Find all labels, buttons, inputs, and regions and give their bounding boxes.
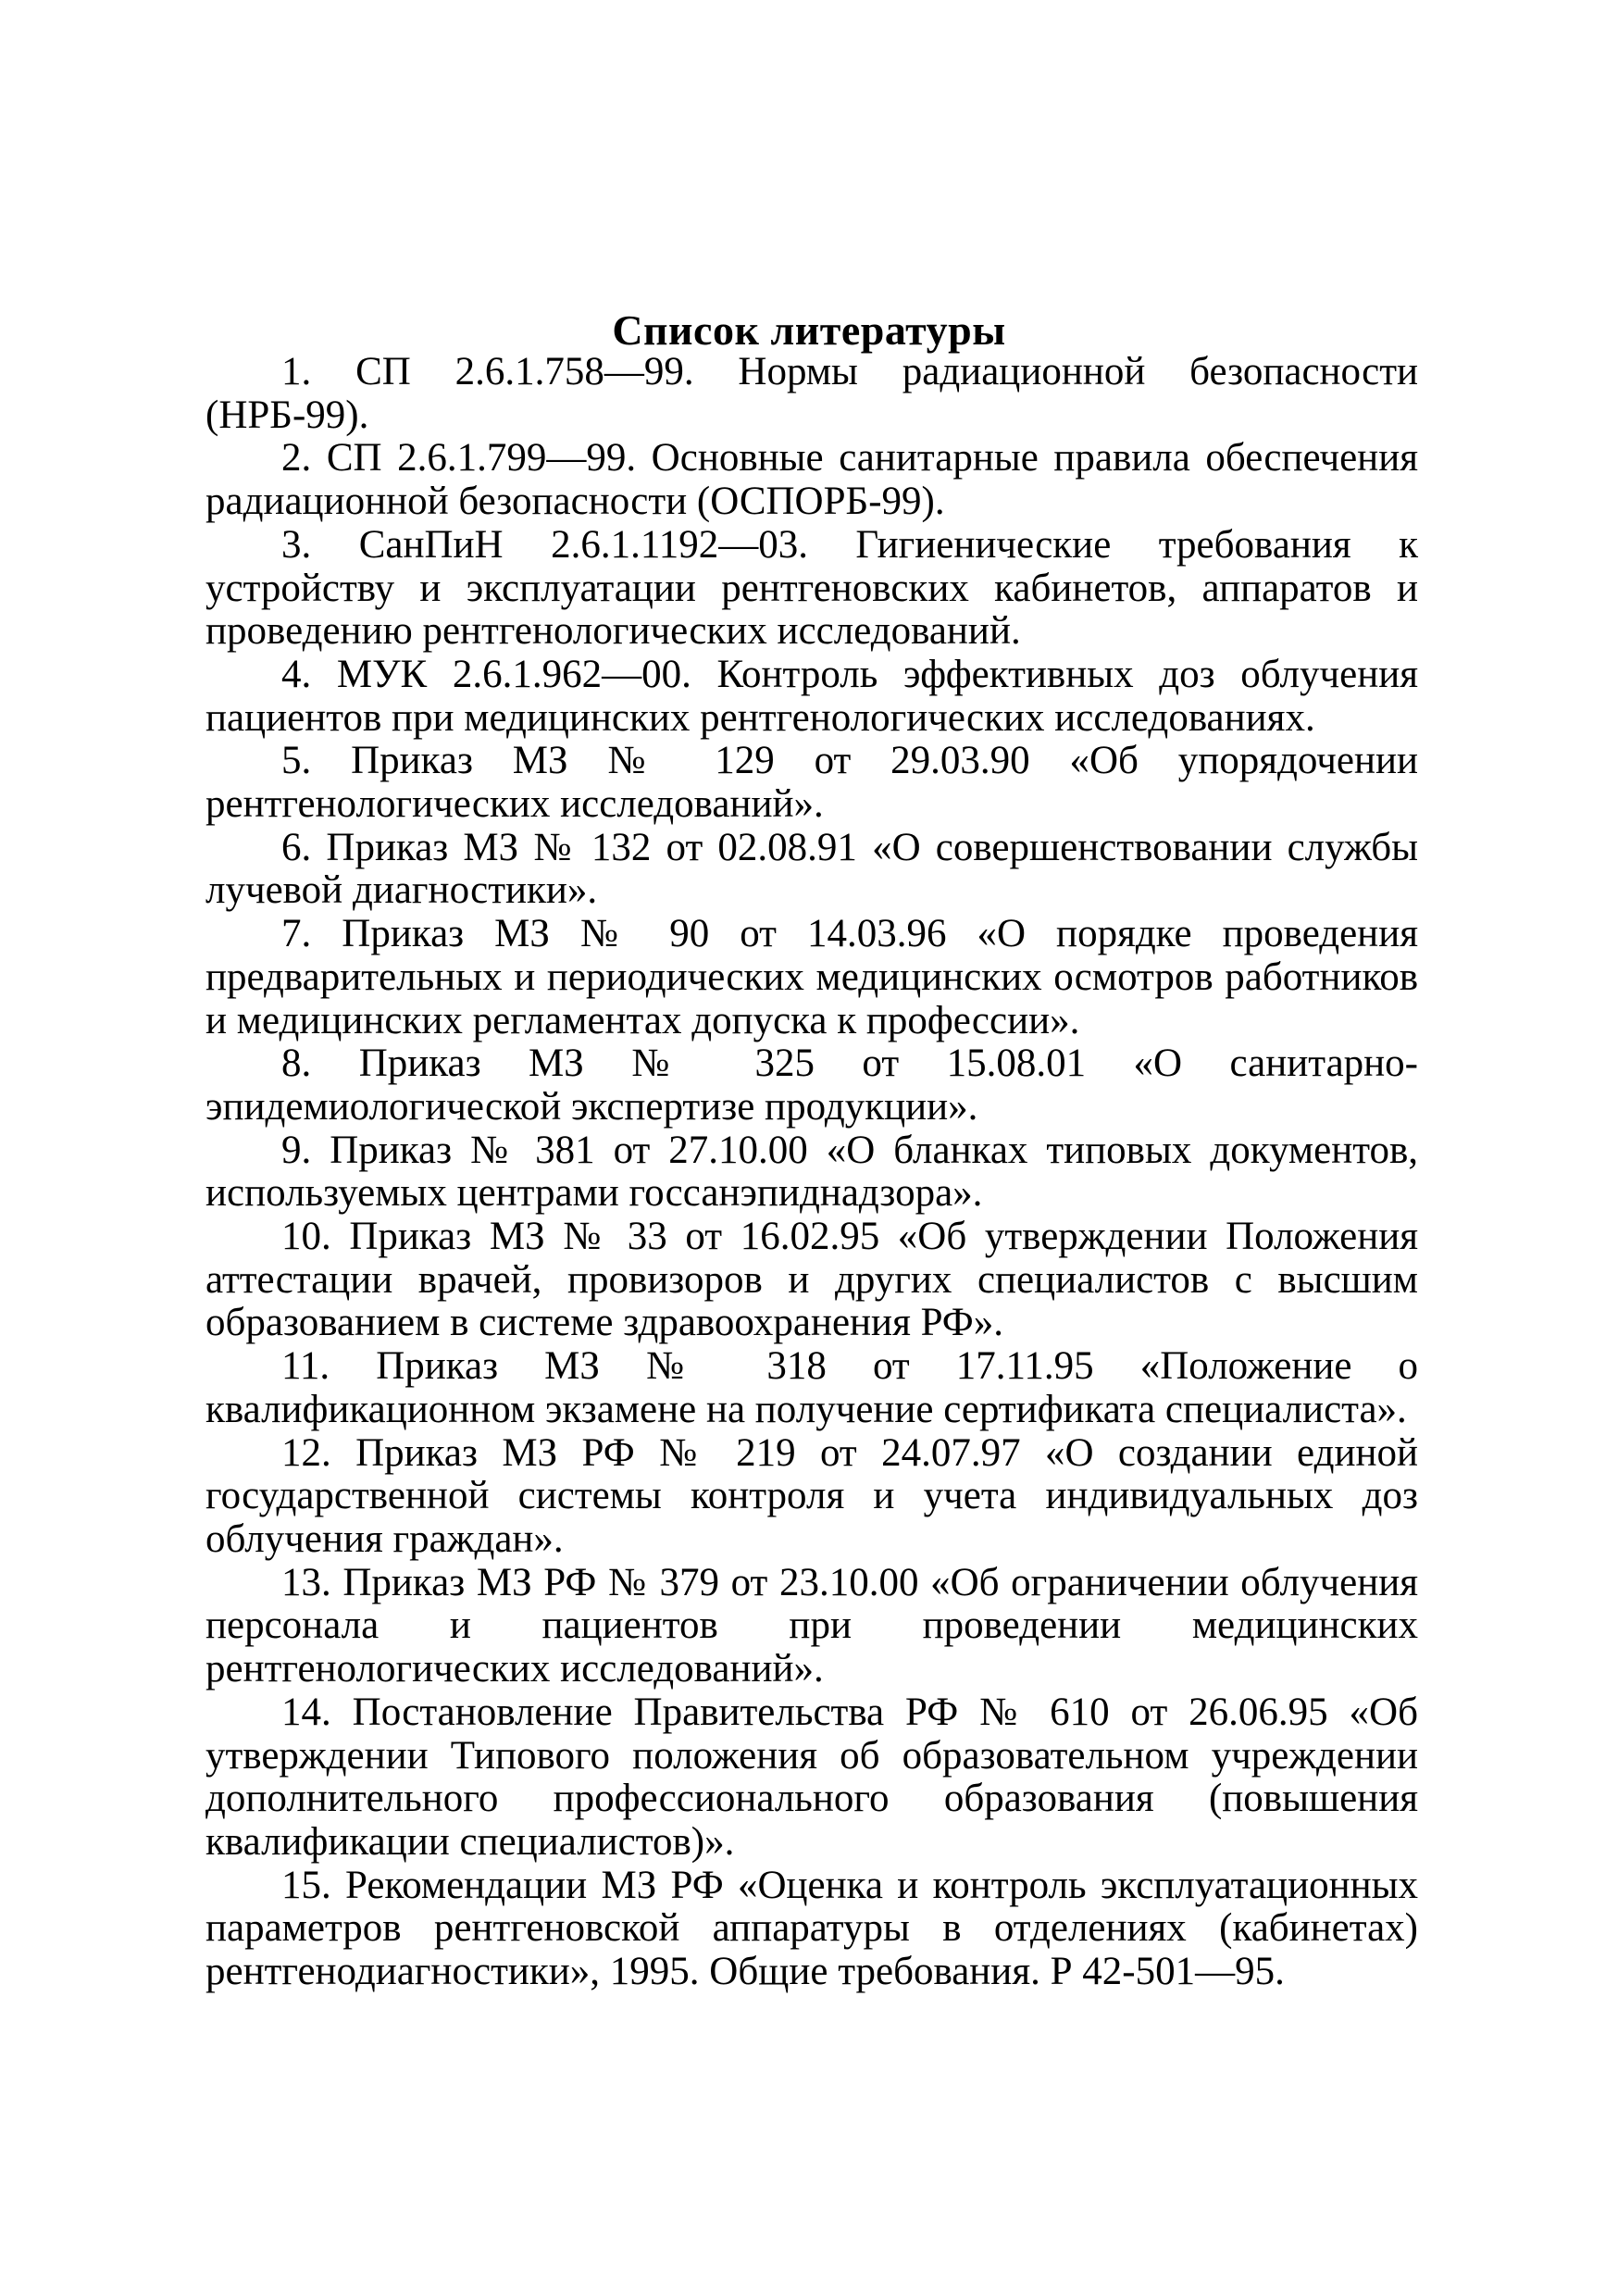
reference-item-6: 6. Приказ МЗ № 132 от 02.08.91 «О совершенствовании службы лучевой диагностики». [205, 825, 1418, 913]
reference-item-1: 1. СП 2.6.1.758—99. Нормы радиационной безопасности (НРБ-99). [205, 350, 1418, 437]
reference-item-7: 7. Приказ МЗ № 90 от 14.03.96 «О порядке проведения предварительных и периодических медицинских осмотров работников и медицинских регламентах допуска к профессии». [205, 912, 1418, 1042]
reference-item-10: 10. Приказ МЗ № 33 от 16.02.95 «Об утверждении Положения аттестации врачей, провизоров и других специалистов с высшим образованием в системе здравоохранения РФ». [205, 1215, 1418, 1345]
reference-item-14: 14. Постановление Правительства РФ № 610 от 26.06.95 «Об утверждении Типового положения об образовательном учреждении дополнительного профессионального образования (повышения квалификации специалистов)». [205, 1690, 1418, 1864]
reference-item-2: 2. СП 2.6.1.799—99. Основные санитарные правила обеспечения радиационной безопасности (ОСПОРБ-99). [205, 436, 1418, 524]
reference-item-11: 11. Приказ МЗ № 318 от 17.11.95 «Положение о квалификационном экзамене на получение сертификата специалиста». [205, 1344, 1418, 1431]
reference-item-12: 12. Приказ МЗ РФ № 219 от 24.07.97 «О создании единой государственной системы контроля и учета индивидуальных доз облучения граждан». [205, 1430, 1418, 1561]
reference-item-4: 4. МУК 2.6.1.962—00. Контроль эффективных доз облучения пациентов при медицинских рентгенологических исследованиях. [205, 652, 1418, 740]
reference-item-15: 15. Рекомендации МЗ РФ «Оценка и контроль эксплуатационных параметров рентгеновской аппаратуры в отделениях (кабинетах) рентгенодиагностики», 1995. Общие требования. Р 42-501—95. [205, 1863, 1418, 1994]
page-title: Список литературы [612, 306, 1006, 354]
reference-item-3: 3. СанПиН 2.6.1.1192—03. Гигиенические требования к устройству и эксплуатации рентгеновских кабинетов, аппаратов и проведению рентгенологических исследований. [205, 522, 1418, 654]
reference-list [205, 351, 1418, 1994]
reference-item-9: 9. Приказ № 381 от 27.10.00 «О бланках типовых документов, используемых центрами госсанэпиднадзора». [205, 1128, 1418, 1216]
reference-item-13: 13. Приказ МЗ РФ № 379 от 23.10.00 «Об ограничении облучения персонала и пациентов при проведении медицинских рентгенологических исследований». [205, 1560, 1418, 1691]
reference-item-5: 5. Приказ МЗ № 129 от 29.03.90 «Об упорядочении рентгенологических исследований». [205, 739, 1418, 827]
reference-item-8: 8. Приказ МЗ № 325 от 15.08.01 «О санитарно-эпидемиологической экспертизе продукции». [205, 1042, 1418, 1129]
